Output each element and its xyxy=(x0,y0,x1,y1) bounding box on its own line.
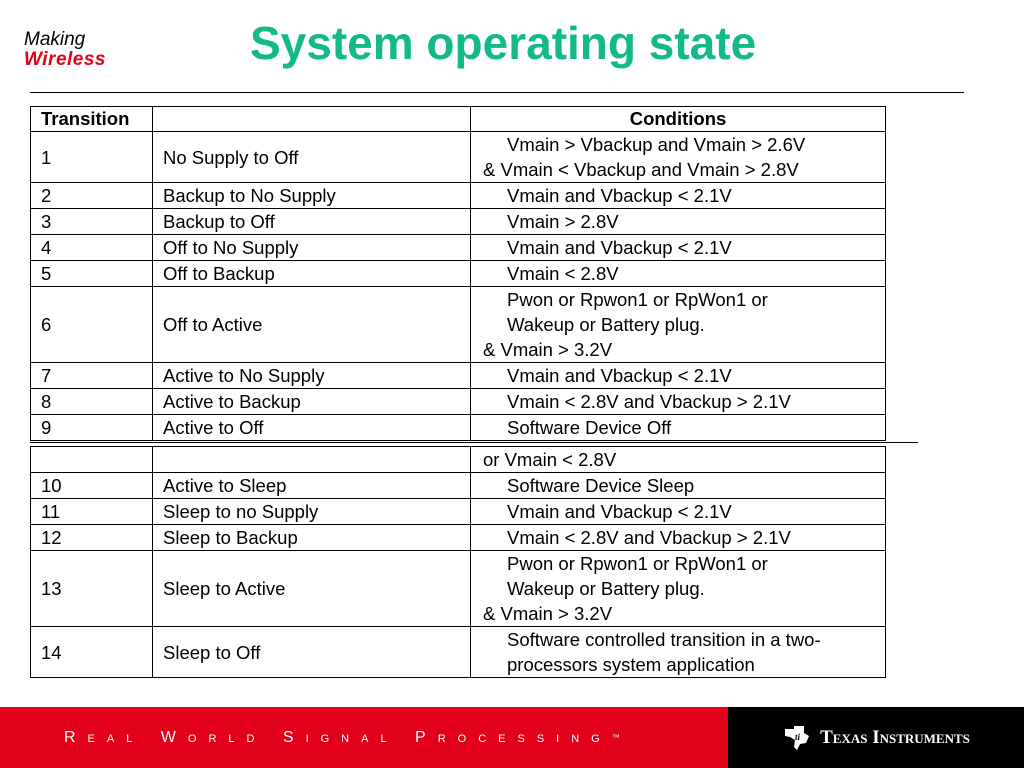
transition-number: 4 xyxy=(31,235,153,261)
table-row xyxy=(31,627,886,678)
transition-name: Active to Sleep xyxy=(153,473,471,499)
page-title: System operating state xyxy=(250,17,757,69)
table-row xyxy=(31,415,886,441)
transition-condition xyxy=(471,209,886,235)
transition-number: 2 xyxy=(31,183,153,209)
transition-number: 13 xyxy=(31,551,153,627)
table-row xyxy=(31,551,886,627)
header-conditions: Conditions xyxy=(471,107,886,132)
condition-line: & Vmain < Vbackup and Vmain > 2.8V xyxy=(483,159,799,180)
transition-name: Backup to No Supply xyxy=(153,183,471,209)
condition-line: Vmain < 2.8V xyxy=(507,263,619,284)
transition-condition xyxy=(471,287,886,363)
condition-line: Vmain < 2.8V and Vbackup > 2.1V xyxy=(507,527,791,548)
transition-table-part1 xyxy=(30,106,886,441)
company-logo xyxy=(24,30,106,70)
table-break-rule xyxy=(30,442,918,443)
transition-number: 3 xyxy=(31,209,153,235)
transition-number xyxy=(31,447,153,473)
transition-condition xyxy=(471,415,886,441)
logo-wireless-text: Wireless xyxy=(24,48,106,70)
table-row xyxy=(31,389,886,415)
texas-instruments-logo-icon xyxy=(782,723,812,753)
transition-name: Active to Backup xyxy=(153,389,471,415)
transition-condition xyxy=(471,261,886,287)
table-row xyxy=(31,525,886,551)
table-row xyxy=(31,132,886,183)
header-blank xyxy=(153,107,471,132)
company-name: Texas Instruments xyxy=(820,726,970,748)
table-row xyxy=(31,473,886,499)
condition-line: Vmain and Vbackup < 2.1V xyxy=(507,365,732,386)
transition-condition xyxy=(471,132,886,183)
transition-number: 6 xyxy=(31,287,153,363)
logo-making-text: Making xyxy=(24,29,86,50)
transition-name: Sleep to Active xyxy=(153,551,471,627)
condition-line: Vmain and Vbackup < 2.1V xyxy=(507,185,732,206)
transition-name: Sleep to no Supply xyxy=(153,499,471,525)
table-row xyxy=(31,499,886,525)
transition-name: Off to Active xyxy=(153,287,471,363)
transition-condition xyxy=(471,627,886,678)
transition-name: Backup to Off xyxy=(153,209,471,235)
transition-condition xyxy=(471,363,886,389)
table-row xyxy=(31,287,886,363)
transition-table-part2 xyxy=(30,446,886,678)
condition-line: or Vmain < 2.8V xyxy=(483,449,617,470)
transition-number: 7 xyxy=(31,363,153,389)
transition-name: Active to No Supply xyxy=(153,363,471,389)
condition-line: Wakeup or Battery plug. xyxy=(507,578,705,599)
condition-line: Vmain < 2.8V and Vbackup > 2.1V xyxy=(507,391,791,412)
transition-name: Sleep to Off xyxy=(153,627,471,678)
condition-line: Software Device Sleep xyxy=(507,475,695,496)
transition-number: 1 xyxy=(31,132,153,183)
table-row xyxy=(31,363,886,389)
transition-number: 14 xyxy=(31,627,153,678)
transition-condition xyxy=(471,389,886,415)
transition-name: Off to Backup xyxy=(153,261,471,287)
transition-number: 5 xyxy=(31,261,153,287)
condition-line: Pwon or Rpwon1 or RpWon1 or xyxy=(507,289,768,310)
transition-condition xyxy=(471,499,886,525)
transition-number: 12 xyxy=(31,525,153,551)
header-transition: Transition xyxy=(31,107,153,132)
transition-condition xyxy=(471,183,886,209)
transition-number: 9 xyxy=(31,415,153,441)
table-header-row xyxy=(31,107,886,132)
transition-number: 8 xyxy=(31,389,153,415)
transition-condition xyxy=(471,473,886,499)
condition-line: & Vmain > 3.2V xyxy=(483,603,613,624)
transition-condition xyxy=(471,551,886,627)
transition-number: 10 xyxy=(31,473,153,499)
transition-name xyxy=(153,447,471,473)
footer-tagline-band xyxy=(0,707,728,768)
condition-line: processors system application xyxy=(507,654,755,675)
condition-line: Software Device Off xyxy=(507,417,672,438)
transition-name: Active to Off xyxy=(153,415,471,441)
table-row xyxy=(31,209,886,235)
condition-line: Vmain and Vbackup < 2.1V xyxy=(507,237,732,258)
transition-condition xyxy=(471,235,886,261)
transition-name: Off to No Supply xyxy=(153,235,471,261)
transition-condition xyxy=(471,447,886,473)
trademark-mark: ™ xyxy=(611,733,620,742)
condition-line: & Vmain > 3.2V xyxy=(483,339,613,360)
transition-name: Sleep to Backup xyxy=(153,525,471,551)
condition-line: Wakeup or Battery plug. xyxy=(507,314,705,335)
table-row xyxy=(31,447,886,473)
transition-name: No Supply to Off xyxy=(153,132,471,183)
footer-tagline: Real World Signal Processing xyxy=(64,728,612,746)
condition-line: Vmain and Vbackup < 2.1V xyxy=(507,501,732,522)
footer-brand-band xyxy=(728,707,1024,768)
table-row xyxy=(31,183,886,209)
title-divider xyxy=(30,92,964,93)
condition-line: Vmain > 2.8V xyxy=(507,211,619,232)
footer-bar xyxy=(0,707,1024,768)
transition-condition xyxy=(471,525,886,551)
condition-line: Vmain > Vbackup and Vmain > 2.6V xyxy=(507,134,806,155)
svg-text:ti: ti xyxy=(795,731,801,742)
condition-line: Pwon or Rpwon1 or RpWon1 or xyxy=(507,553,768,574)
table-row xyxy=(31,261,886,287)
condition-line: Software controlled transition in a two- xyxy=(507,629,821,650)
table-row xyxy=(31,235,886,261)
transition-number: 11 xyxy=(31,499,153,525)
